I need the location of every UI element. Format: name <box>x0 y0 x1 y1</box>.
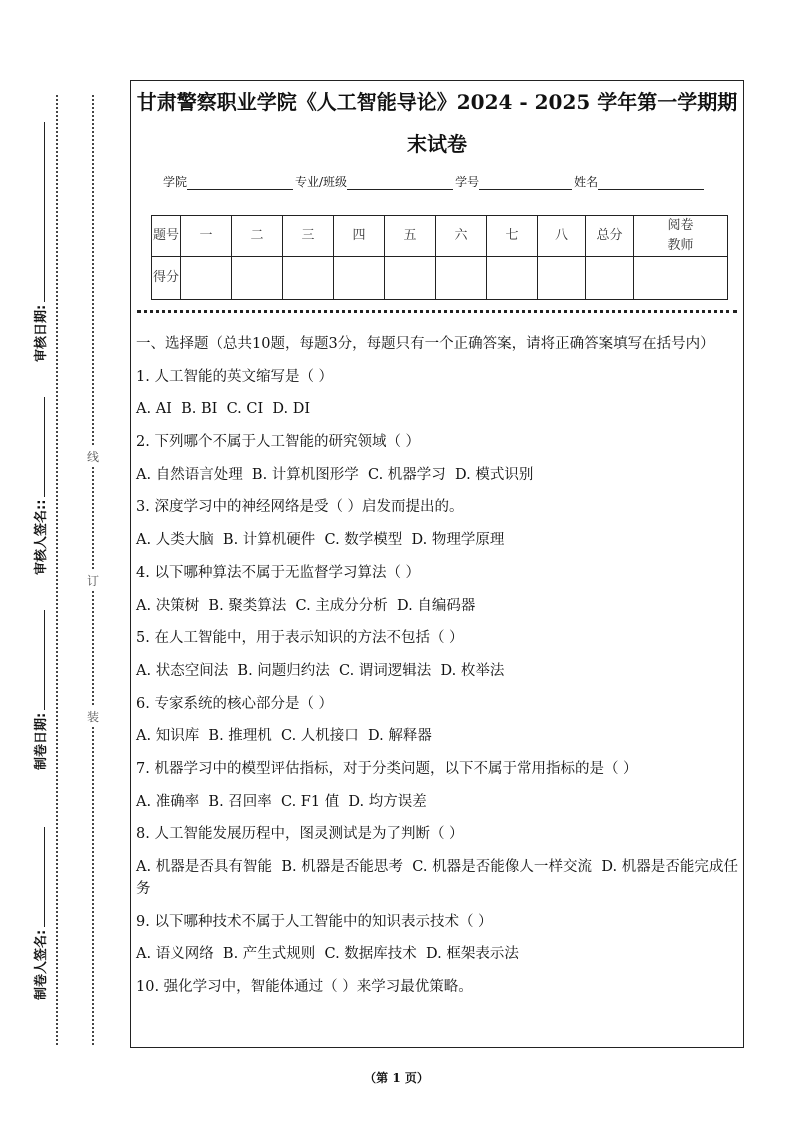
major-class-input[interactable] <box>347 177 453 190</box>
score-cell[interactable] <box>586 257 634 300</box>
header-cell: 总分 <box>586 216 634 257</box>
section-heading: 一、选择题（总共10题，每题3分，每题只有一个正确答案，请将正确答案填写在括号内） <box>136 336 715 352</box>
question-options: A. 准确率 B. 召回率 C. F1 值 D. 均方误差 <box>136 793 427 810</box>
college-input[interactable] <box>187 177 293 190</box>
question-options: A. 语义网络 B. 产生式规则 C. 数据库技术 D. 框架表示法 <box>136 946 519 963</box>
maker-date-field[interactable] <box>30 610 49 770</box>
binding-dotted-line-outer <box>56 95 58 1045</box>
binding-mark-xian: 线 <box>86 446 100 467</box>
question-text: 9. 以下哪种技术不属于人工智能中的知识表示技术（ ） <box>136 913 493 930</box>
binding-mark-zhuang: 装 <box>86 706 100 727</box>
header-cell: 四 <box>334 216 385 257</box>
question-options: A. 知识库 B. 推理机 C. 人机接口 D. 解释器 <box>136 728 432 745</box>
college-label: 学院 <box>163 175 188 189</box>
score-cell[interactable] <box>436 257 487 300</box>
header-cell: 五 <box>385 216 436 257</box>
question-text: 6. 专家系统的核心部分是（ ） <box>136 695 334 712</box>
score-cell[interactable] <box>487 257 538 300</box>
header-cell: 一 <box>181 216 232 257</box>
question-options: A. 人类大脑 B. 计算机硬件 C. 数学模型 D. 物理学原理 <box>136 532 505 549</box>
score-cell[interactable] <box>283 257 334 300</box>
header-cell: 六 <box>436 216 487 257</box>
binding-mark-ding: 订 <box>86 570 100 591</box>
score-table-score-row <box>152 257 728 300</box>
exam-title-line2: 末试卷 <box>407 132 467 156</box>
score-table <box>151 215 728 300</box>
reviewer-signature-field[interactable] <box>30 397 49 575</box>
question-section <box>136 333 738 1009</box>
name-label: 姓名 <box>574 175 599 189</box>
question-options: A. 状态空间法 B. 问题归约法 C. 谓词逻辑法 D. 枚举法 <box>136 662 505 679</box>
page-number: （第 1 页） <box>364 1071 429 1085</box>
question-text: 7. 机器学习中的模型评估指标，对于分类问题，以下不属于常用指标的是（ ） <box>136 760 638 777</box>
header-cell: 二 <box>232 216 283 257</box>
student-id-label: 学号 <box>455 175 480 189</box>
score-cell[interactable] <box>232 257 283 300</box>
review-date-label: 审核日期: <box>34 304 49 362</box>
score-cell[interactable] <box>181 257 232 300</box>
score-row-label: 得分 <box>152 257 181 300</box>
score-cell[interactable] <box>334 257 385 300</box>
score-cell[interactable] <box>538 257 586 300</box>
question-text: 2. 下列哪个不属于人工智能的研究领域（ ） <box>136 434 421 451</box>
major-class-label: 专业/班级 <box>295 175 348 189</box>
dotted-separator <box>137 310 737 313</box>
score-cell[interactable] <box>634 257 728 300</box>
review-date-field[interactable] <box>30 122 49 362</box>
question-text: 5. 在人工智能中，用于表示知识的方法不包括（ ） <box>136 630 464 647</box>
maker-date-label: 制卷日期: <box>34 712 49 770</box>
student-info-fields <box>163 173 706 190</box>
question-text: 8. 人工智能发展历程中，图灵测试是为了判断（ ） <box>136 826 464 843</box>
header-cell: 八 <box>538 216 586 257</box>
question-text: 3. 深度学习中的神经网络是受（ ）启发而提出的。 <box>136 499 464 516</box>
student-id-input[interactable] <box>479 177 572 190</box>
header-cell: 题号 <box>152 216 181 257</box>
question-text: 4. 以下哪种算法不属于无监督学习算法（ ） <box>136 564 421 581</box>
score-table-header-row <box>152 216 728 257</box>
question-options: A. 自然语言处理 B. 计算机图形学 C. 机器学习 D. 模式识别 <box>136 466 534 483</box>
question-options: A. AI B. BI C. CI D. DI <box>136 401 311 418</box>
header-cell: 三 <box>283 216 334 257</box>
header-cell: 七 <box>487 216 538 257</box>
question-options: A. 决策树 B. 聚类算法 C. 主成分分析 D. 自编码器 <box>136 597 476 614</box>
reviewer-signature-label: 审核人签名:: <box>34 499 49 575</box>
exam-title-line1: 甘肃警察职业学院《人工智能导论》2024 - 2025 学年第一学期期 <box>136 90 738 114</box>
question-text: 1. 人工智能的英文缩写是（ ） <box>136 368 334 385</box>
exam-frame <box>130 80 744 1048</box>
name-input[interactable] <box>598 177 704 190</box>
question-text: 10. 强化学习中，智能体通过（ ）来学习最优策略。 <box>136 979 473 996</box>
score-cell[interactable] <box>385 257 436 300</box>
question-options: A. 机器是否具有智能 B. 机器是否能思考 C. 机器是否能像人一样交流 D. 机器是否能完成任务 <box>136 859 738 897</box>
header-cell: 阅卷教师 <box>634 216 728 257</box>
maker-signature-label: 制卷人签名: <box>34 929 49 1000</box>
maker-signature-field[interactable] <box>30 827 49 1000</box>
